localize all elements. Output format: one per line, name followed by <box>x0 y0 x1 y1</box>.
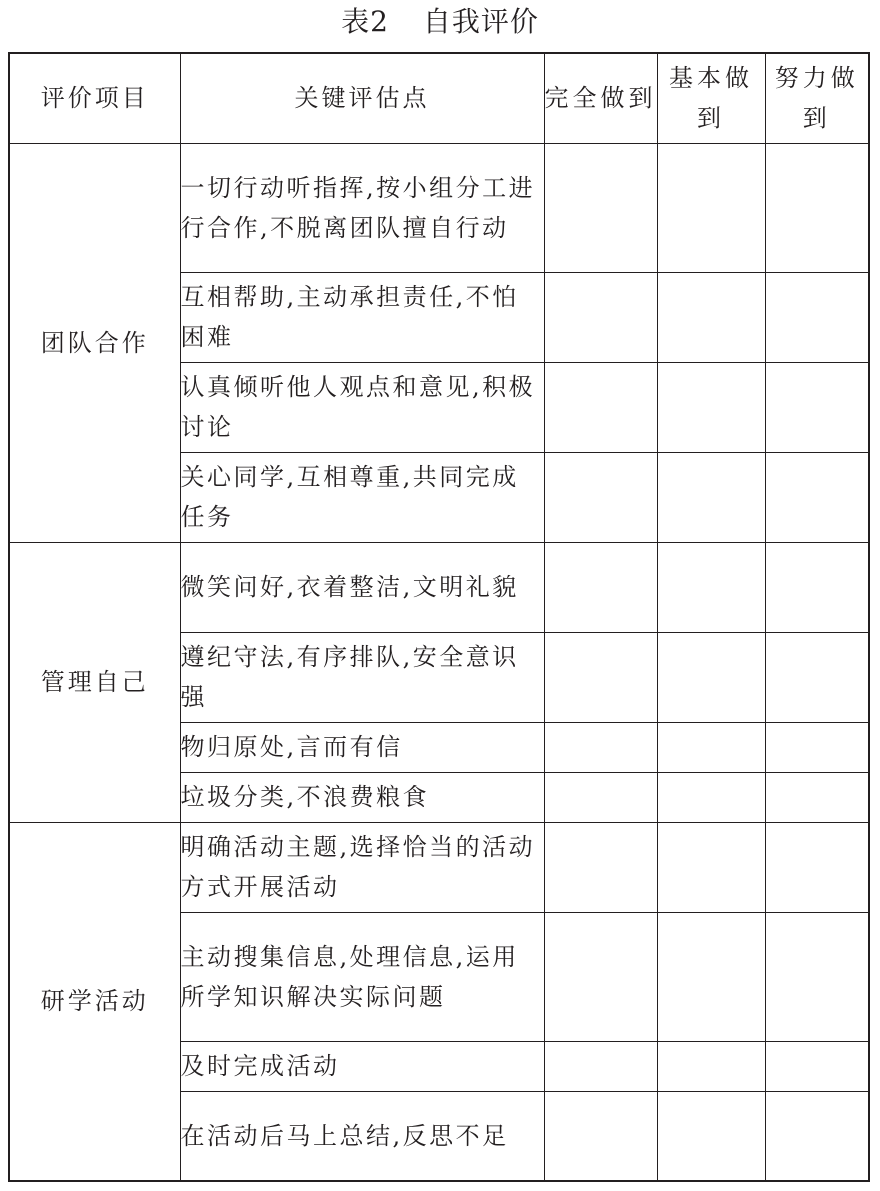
rating-cell-trying[interactable] <box>765 722 869 772</box>
table-row <box>9 822 869 912</box>
rating-cell-fully[interactable] <box>544 1091 657 1181</box>
rating-cell-basically[interactable] <box>657 912 765 1041</box>
rating-cell-fully[interactable] <box>544 822 657 912</box>
rating-cell-fully[interactable] <box>544 362 657 452</box>
table-row <box>9 542 869 632</box>
key-point: 主动搜集信息,处理信息,运用所学知识解决实际问题 <box>180 912 544 1041</box>
category-study-activity: 研学活动 <box>9 822 180 1181</box>
category-self-management: 管理自己 <box>9 542 180 822</box>
header-key-points: 关键评估点 <box>180 53 544 143</box>
header-fully-done: 完全做到 <box>544 53 657 143</box>
rating-cell-basically[interactable] <box>657 452 765 542</box>
key-point: 明确活动主题,选择恰当的活动方式开展活动 <box>180 822 544 912</box>
rating-cell-basically[interactable] <box>657 1091 765 1181</box>
key-point: 在活动后马上总结,反思不足 <box>180 1091 544 1181</box>
rating-cell-basically[interactable] <box>657 143 765 272</box>
header-category: 评价项目 <box>9 53 180 143</box>
rating-cell-basically[interactable] <box>657 822 765 912</box>
rating-cell-basically[interactable] <box>657 1041 765 1091</box>
table-number: 表2 <box>341 5 389 38</box>
rating-cell-basically[interactable] <box>657 542 765 632</box>
key-point: 遵纪守法,有序排队,安全意识强 <box>180 632 544 722</box>
rating-cell-trying[interactable] <box>765 272 869 362</box>
rating-cell-fully[interactable] <box>544 1041 657 1091</box>
rating-cell-trying[interactable] <box>765 1091 869 1181</box>
key-point: 关心同学,互相尊重,共同完成任务 <box>180 452 544 542</box>
rating-cell-basically[interactable] <box>657 722 765 772</box>
key-point: 及时完成活动 <box>180 1041 544 1091</box>
category-team-cooperation: 团队合作 <box>9 143 180 542</box>
table-title: 自我评价 <box>422 5 539 38</box>
table-caption <box>0 0 880 44</box>
rating-cell-fully[interactable] <box>544 722 657 772</box>
rating-cell-fully[interactable] <box>544 143 657 272</box>
header-row <box>9 53 869 143</box>
rating-cell-fully[interactable] <box>544 452 657 542</box>
rating-cell-fully[interactable] <box>544 632 657 722</box>
key-point: 微笑问好,衣着整洁,文明礼貌 <box>180 542 544 632</box>
key-point: 一切行动听指挥,按小组分工进行合作,不脱离团队擅自行动 <box>180 143 544 272</box>
rating-cell-basically[interactable] <box>657 272 765 362</box>
header-basically-done: 基本做到 <box>657 53 765 143</box>
rating-cell-trying[interactable] <box>765 452 869 542</box>
key-point: 互相帮助,主动承担责任,不怕困难 <box>180 272 544 362</box>
rating-cell-trying[interactable] <box>765 912 869 1041</box>
rating-cell-trying[interactable] <box>765 542 869 632</box>
table-row <box>9 143 869 272</box>
header-trying: 努力做到 <box>765 53 869 143</box>
rating-cell-trying[interactable] <box>765 822 869 912</box>
key-point: 垃圾分类,不浪费粮食 <box>180 772 544 822</box>
rating-cell-trying[interactable] <box>765 632 869 722</box>
rating-cell-basically[interactable] <box>657 772 765 822</box>
rating-cell-basically[interactable] <box>657 632 765 722</box>
rating-cell-trying[interactable] <box>765 143 869 272</box>
key-point: 认真倾听他人观点和意见,积极讨论 <box>180 362 544 452</box>
rating-cell-trying[interactable] <box>765 362 869 452</box>
rating-cell-basically[interactable] <box>657 362 765 452</box>
rating-cell-fully[interactable] <box>544 772 657 822</box>
key-point: 物归原处,言而有信 <box>180 722 544 772</box>
rating-cell-fully[interactable] <box>544 542 657 632</box>
rating-cell-trying[interactable] <box>765 1041 869 1091</box>
rating-cell-fully[interactable] <box>544 272 657 362</box>
rating-cell-trying[interactable] <box>765 772 869 822</box>
rating-cell-fully[interactable] <box>544 912 657 1041</box>
self-evaluation-table <box>8 52 870 1182</box>
